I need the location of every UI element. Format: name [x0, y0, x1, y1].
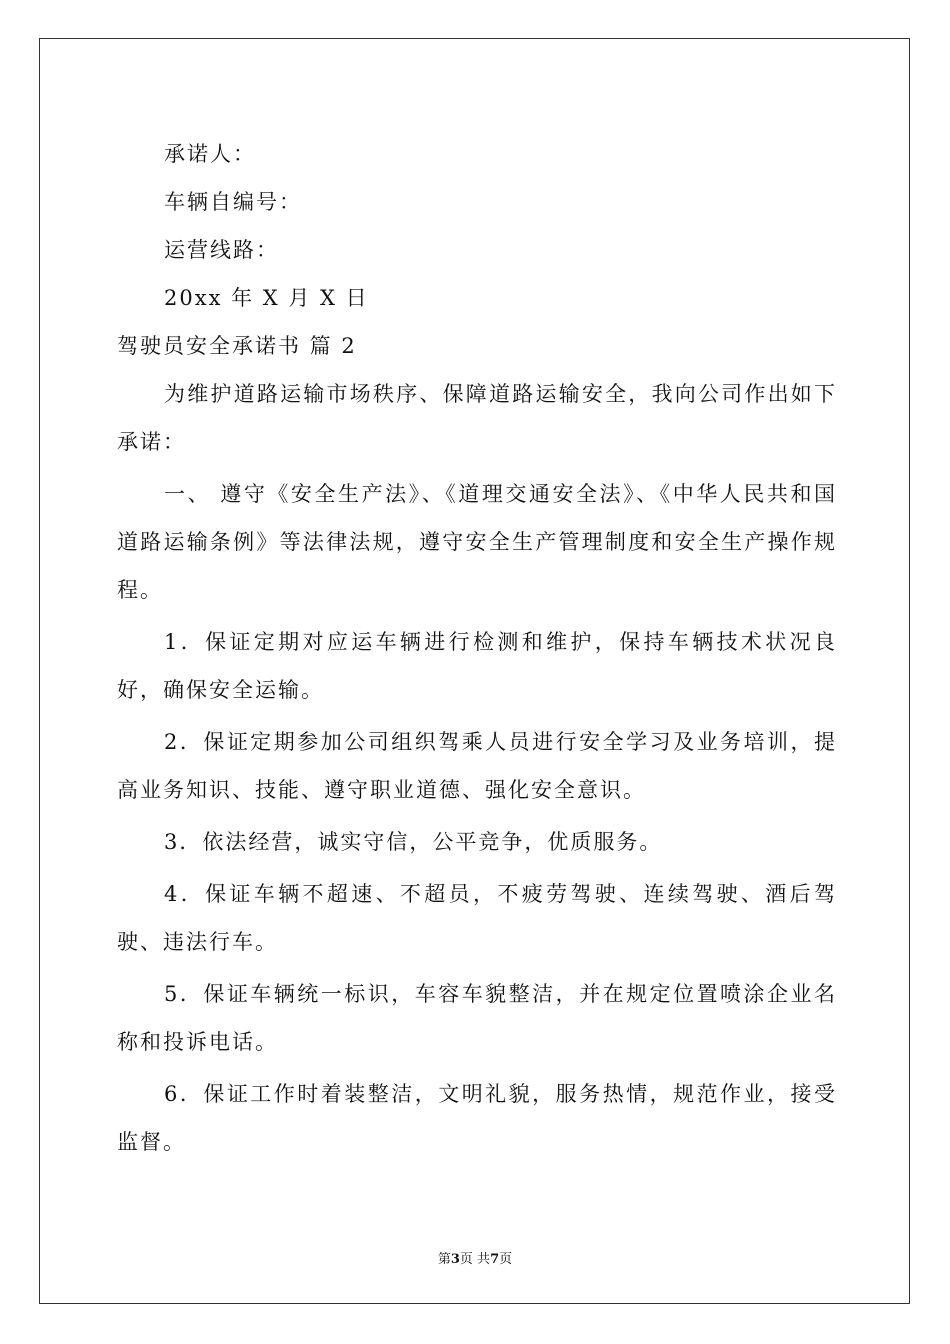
date-line: 20xx 年 X 月 X 日 — [164, 286, 369, 310]
footer-page-number: 3 — [450, 1252, 460, 1267]
paragraph-item-2: 1．保证定期对应运车辆进行检测和维护，保持车辆技术状况良好，确保安全运输。 — [117, 630, 837, 702]
paragraph-item-7: 6．保证工作时着装整洁，文明礼貌，服务热情，规范作业，接受监督。 — [117, 1082, 837, 1154]
route-line: 运营线路： — [164, 238, 279, 262]
footer-total-pages: 7 — [490, 1252, 500, 1267]
paragraph-item-1: 一、 遵守《安全生产法》、《道理交通安全法》、《中华人民共和国道路运输条例》等法律法规，遵守安全生产管理制度和安全生产操作规程。 — [117, 482, 837, 602]
footer-suffix: 页 — [499, 1252, 513, 1267]
vehicle-number-line: 车辆自编号： — [164, 190, 302, 214]
footer-middle: 页 共 — [459, 1252, 491, 1267]
paragraph-item-4: 3．依法经营，诚实守信，公平竞争，优质服务。 — [164, 830, 663, 854]
paragraph-item-6: 5．保证车辆统一标识，车容车貌整洁，并在规定位置喷涂企业名称和投诉电话。 — [117, 982, 837, 1054]
page-footer — [0, 1248, 950, 1267]
section-title: 驾驶员安全承诺书 篇 2 — [117, 334, 357, 358]
footer-prefix: 第 — [437, 1252, 451, 1267]
promisor-line: 承诺人： — [164, 142, 256, 166]
paragraph-intro: 为维护道路运输市场秩序、保障道路运输安全，我向公司作出如下承诺： — [117, 382, 837, 454]
document-body — [117, 130, 837, 1170]
paragraph-item-3: 2．保证定期参加公司组织驾乘人员进行安全学习及业务培训，提高业务知识、技能、遵守职业道德、强化安全意识。 — [117, 730, 837, 802]
paragraph-item-5: 4．保证车辆不超速、不超员，不疲劳驾驶、连续驾驶、酒后驾驶、违法行车。 — [117, 882, 837, 954]
